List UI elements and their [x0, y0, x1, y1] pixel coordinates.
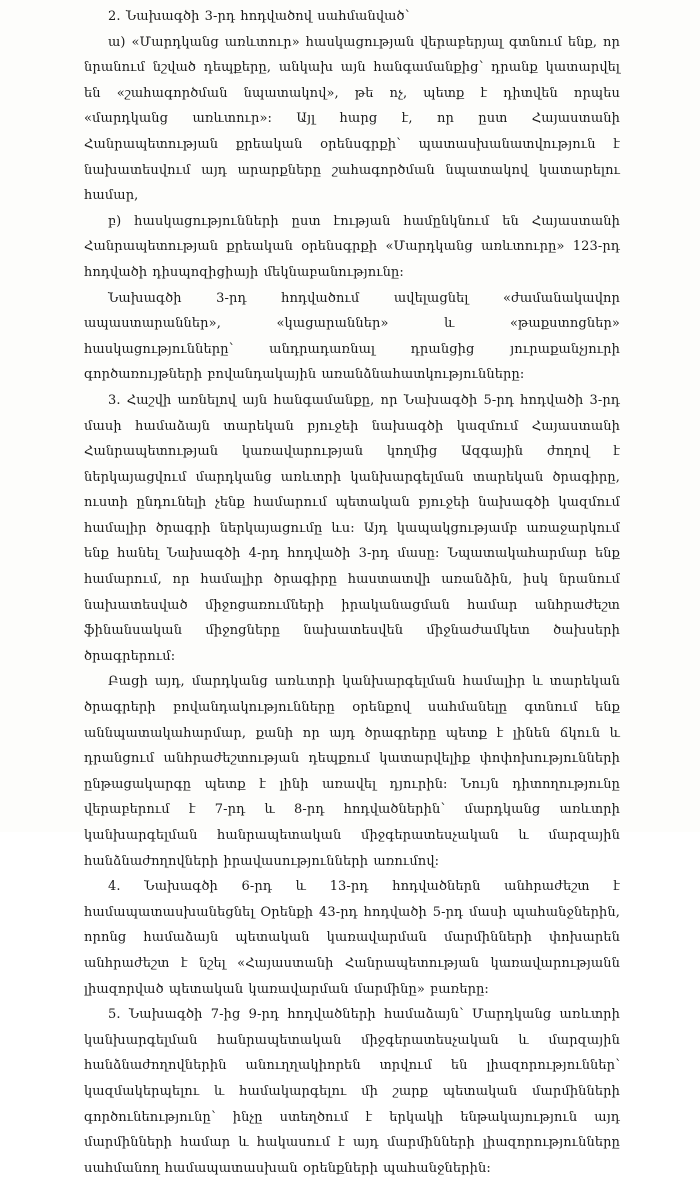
paragraph: Նախագծի 3-րդ հոդվածում ավելացնել «ժամանակավոր ապաստարաններ», «կացարաններ» և «թաքստոցներ» հասկացությունները՝ անդրադառնալ դրանցից յուրաքանչյուրի գործառույթների բովանդակային առանձնահատկությունները: — [84, 290, 620, 383]
paragraph: 4. Նախագծի 6-րդ և 13-րդ հոդվածներն անհրաժեշտ է համապատասխանեցնել Օրենքի 43-րդ հոդվածի 5-րդ մասի պահանջներին, որոնց համաձայն պետական կառավարման մարմինների փոխարեն անհրաժեշտ է նշել «Հայաստանի Հանրապետության կառավարությանն լիազորված պետական կառավարման մարմինը» բառերը: — [84, 879, 620, 997]
paragraph: ա) «Մարդկանց առևտուր» հասկացության վերաբերյալ գտնում ենք, որ նրանում նշված դեպքերը, անկախ այն հանգամանքից՝ դրանք կատարվել են «շահագործման նպատակով», թե ոչ, պետք է դիտվեն որպես «մարդկանց առևտուր»: Այլ հարց է, որ ըստ Հայաստանի Հանրապետության քրեական օրենսգրքի՝ պատասխանատվություն է նախատեսվում այդ արարքները շահագործման նպատակով կատարելու համար, — [84, 34, 620, 204]
paragraph: Բացի այդ, մարդկանց առևտրի կանխարգելման համալիր և տարեկան ծրագրերի բովանդակությունները օրենքով սահմանելը գտնում ենք աննպատակահարմար, քանի որ այդ ծրագրերը պետք է լինեն ճկուն և դրանցում անհրաժեշտության դեպքում կատարվելիք փոփոխությունների ընթացակարգը պետք է լինի առավել դյուրին: Նույն դիտողությունը վերաբերում է 7-րդ և 8-րդ հոդվածներին՝ մարդկանց առևտրի կանխարգելման հանրապետական միջգերատեսչական և մարզային հանձնաժողովների իրավասությունների առումով: — [84, 674, 620, 869]
paragraph: բ) հասկացությունների ըստ էության համընկնում են Հայաստանի Հանրապետության քրեական օրենսգրքի «Մարդկանց առևտուրը» 123-րդ հոդվածի դիսպոզիցիայի մեկնաբանությունը: — [84, 213, 620, 280]
section-heading: 2. Նախագծի 3-րդ հոդվածով սահմանված՝ — [108, 9, 410, 24]
paragraph: 3. Հաշվի առնելով այն հանգամանքը, որ Նախագծի 5-րդ հոդվածի 3-րդ մասի համաձայն տարեկան բյուջեի նախագծի կազմում Հայաստանի Հանրապետության կառավարության կողմից Ազգային ժողով է ներկայացվում մարդկանց առևտրի կանխարգելման տարեկան ծրագիրը, ուստի ընդունելի չենք համարում պետական բյուջեի նախագծի կազմում համալիր ծրագրի ներկայացումը ևս: Այդ կապակցությամբ առաջարկում ենք հանել Նախագծի 4-րդ հոդվածի 3-րդ մասը: Նպատակահարմար ենք համարում, որ համալիր ծրագիրը հաստատվի առանձին, իսկ նրանում նախատեսված միջոցառումների իրականացման համար անհրաժեշտ ֆինանսական միջոցները նախատեսվեն միջնաժամկետ ծախսերի ծրագրերում: — [84, 392, 620, 664]
document-body — [84, 4, 620, 1181]
paragraph: 5. Նախագծի 7-ից 9-րդ հոդվածների համաձայն՝ Մարդկանց առևտրի կանխարգելման հանրապետական միջգերատեսչական և մարզային հանձնաժողովներին անուղղակիորեն տրվում են լիազորություններ՝ կազմակերպելու և համակարգելու մի շարք պետական մարմինների գործունեությունը՝ ինչը ստեղծում է երկակի ենթակայություն այդ մարմինների համար և հակասում է այդ մարմինների լիազորությունները սահմանող համապատասխան օրենքների պահանջներին: — [84, 1007, 620, 1176]
